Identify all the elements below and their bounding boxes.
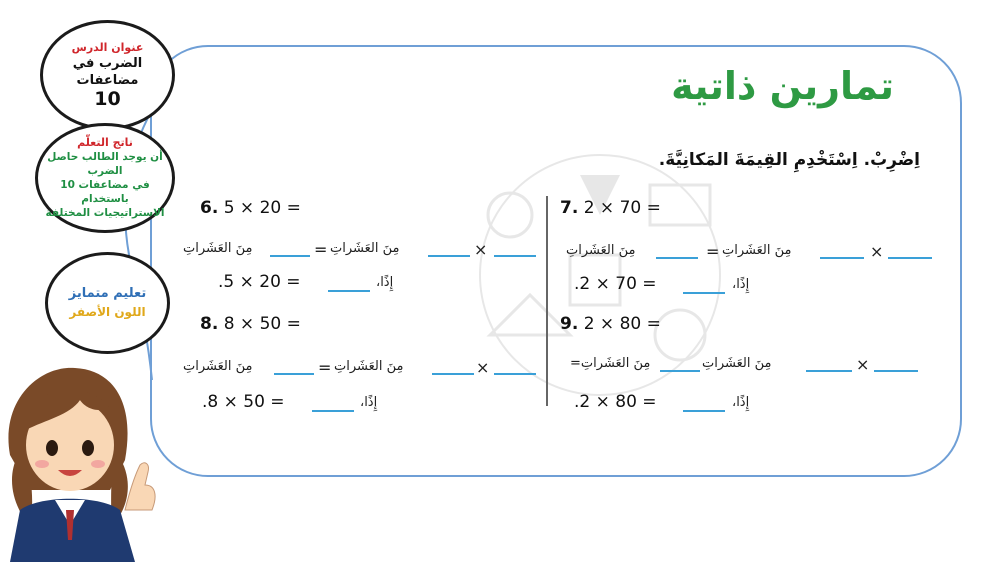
problem-6-tens-a: مِنَ العَشَراتِ xyxy=(330,241,400,256)
problem-6-blank-2[interactable] xyxy=(428,255,470,257)
problem-7-dot: . xyxy=(574,274,580,294)
outcome-line-3: الاستراتيجيات المختلفة xyxy=(45,207,165,219)
problem-9-expr: 2 × 80 = xyxy=(583,314,661,334)
problem-7-equals: = xyxy=(706,242,720,261)
problem-7-tens-a: مِنَ العَشَراتِ xyxy=(722,243,792,258)
problem-7-tens-b: مِنَ العَشَراتِ xyxy=(566,243,636,258)
problem-8-expression xyxy=(200,314,301,334)
problem-8-blank-1[interactable] xyxy=(274,373,314,375)
differentiated-learning-circle xyxy=(45,252,170,354)
learning-outcome-circle xyxy=(35,123,175,233)
problem-8-answer-blank[interactable] xyxy=(312,410,354,412)
problem-8-blank-3[interactable] xyxy=(494,373,536,375)
problem-7-blank-1[interactable] xyxy=(656,257,698,259)
outcome-line-1: أن يوجد الطالب حاصل الضرب xyxy=(47,151,163,177)
problem-9-number: 9. xyxy=(560,314,579,334)
problem-7-answer-blank[interactable] xyxy=(683,292,725,294)
problem-8-tens-a: مِنَ العَشَراتِ xyxy=(334,359,404,374)
diff-label: تعليم متمايز xyxy=(68,286,147,301)
problem-9-tens-a: مِنَ العَشَراتِ xyxy=(702,356,772,371)
problem-9-final-expr: 2 × 80 = xyxy=(579,392,657,412)
problem-6-number: 6. xyxy=(200,198,219,218)
problem-9-tens-b: مِنَ العَشَراتِ= xyxy=(570,356,651,371)
problem-8-expr: 8 × 50 = xyxy=(223,314,301,334)
problem-9-final xyxy=(574,392,657,412)
page-title: تمارين ذاتية xyxy=(671,64,894,108)
problem-8-number: 8. xyxy=(200,314,219,334)
problem-8-final xyxy=(202,392,285,412)
outcome-label: ناتج التعلّم xyxy=(77,136,133,149)
problem-7-times: × xyxy=(870,242,884,261)
instruction-text: اِضْرِبْ. اِسْتَخْدِمِ القِيمَةَ المَكانِيَّةَ. xyxy=(658,150,920,170)
problem-8-then: إِذًا، xyxy=(360,395,378,410)
girl-illustration xyxy=(0,360,170,562)
lesson-label: عنوان الدرس xyxy=(71,40,144,54)
diff-color-label: اللون الأصفر xyxy=(69,305,146,319)
problem-9-times: × xyxy=(856,355,870,374)
problem-6-final xyxy=(218,272,301,292)
problem-6-answer-blank[interactable] xyxy=(328,290,370,292)
problem-9-expression xyxy=(560,314,661,334)
problem-7-blank-2[interactable] xyxy=(820,257,864,259)
problem-7-expr: 2 × 70 = xyxy=(583,198,661,218)
problem-6-blank-3[interactable] xyxy=(494,255,536,257)
lesson-title: الضرب في مضاعفات xyxy=(72,55,143,88)
problem-6-expr: 5 × 20 = xyxy=(223,198,301,218)
lesson-number: 10 xyxy=(94,87,121,110)
problem-9-answer-blank[interactable] xyxy=(683,410,725,412)
problem-7-final xyxy=(574,274,657,294)
problem-8-blank-2[interactable] xyxy=(432,373,474,375)
lesson-title-circle xyxy=(40,20,175,130)
problem-9-then: إِذًا، xyxy=(732,395,750,410)
problem-7-final-expr: 2 × 70 = xyxy=(579,274,657,294)
problem-6-final-expr: 5 × 20 = xyxy=(223,272,301,292)
problem-6-equals: = xyxy=(314,240,328,259)
outcome-line-2: في مضاعفات 10 باستخدام xyxy=(60,179,150,205)
problem-6-blank-1[interactable] xyxy=(270,255,310,257)
problem-8-dot: . xyxy=(202,392,208,412)
problem-8-final-expr: 8 × 50 = xyxy=(207,392,285,412)
column-divider xyxy=(546,196,548,406)
problem-7-number: 7. xyxy=(560,198,579,218)
problem-7-then: إِذًا، xyxy=(732,277,750,292)
problem-8-tens-b: مِنَ العَشَراتِ xyxy=(183,359,253,374)
problem-7-expression xyxy=(560,198,661,218)
problem-8-equals: = xyxy=(318,358,332,377)
problem-6-dot: . xyxy=(218,272,224,292)
problem-9-blank-3[interactable] xyxy=(874,370,918,372)
problem-9-dot: . xyxy=(574,392,580,412)
problem-6-tens-b: مِنَ العَشَراتِ xyxy=(183,241,253,256)
problem-6-times: × xyxy=(474,240,488,259)
problem-9-blank-1[interactable] xyxy=(660,370,700,372)
problem-7-blank-3[interactable] xyxy=(888,257,932,259)
problem-9-blank-2[interactable] xyxy=(806,370,852,372)
problem-6-then: إِذًا، xyxy=(376,275,394,290)
problem-6-expression xyxy=(200,198,301,218)
problem-8-times: × xyxy=(476,358,490,377)
